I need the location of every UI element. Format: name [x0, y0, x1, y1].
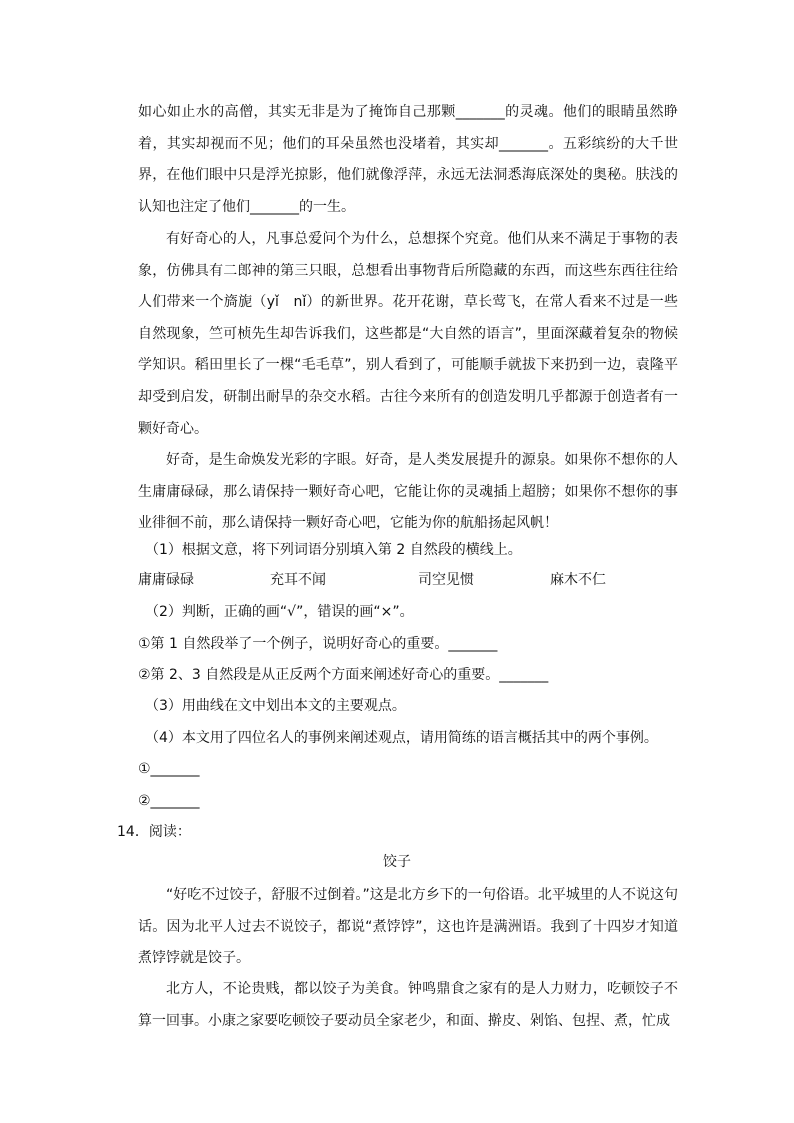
question-2: （2）判断，正确的画“√”，错误的画“×”。	[145, 604, 414, 620]
q1-option-1: 庸庸碌碌	[138, 572, 194, 588]
q1-option-3: 司空见惯	[418, 572, 474, 588]
question-2-item-b: ②第 2、3 自然段是从正反两个方面来阐述好奇心的重要。_______	[138, 667, 549, 683]
passage-paragraph-1-continuation: 如心如止水的高僧，其实无非是为了掩饰自己那颗_______的灵魂。他们的眼睛虽然睁着，其实却视而不见；他们的耳朵虽然也没堵着，其实却_______。五彩缤纷的大千世界，在他们眼中只是浮光掠影，他们就像浮萍，永远无法洞悉海底深处的奥秘。肤浅的认知也注定了他们_______的一生。	[138, 104, 678, 215]
section-14-label: 14．阅读：	[117, 824, 191, 840]
passage-title: 饺子	[383, 854, 411, 870]
passage-paragraph-2: 有好奇心的人，凡事总爱问个为什么，总想探个究竟。他们从来不满足于事物的表象，仿佛具有二郎神的第三只眼，总想看出事物背后所隐藏的东西，而这些东西往往给人们带来一个旖旎（yǐ nǐ）的新世界。花开花谢，草长莺飞，在常人看来不过是一些自然现象，竺可桢先生却告诉我们，这些都是“大自然的语言”，里面深藏着复杂的物候学知识。稻田里长了一棵“毛毛草”，别人看到了，可能顺手就拔下来扔到一边，袁隆平却受到启发，研制出耐旱的杂交水稻。古往今来所有的创造发明几乎都源于创造者有一颗好奇心。	[138, 231, 678, 437]
question-4-answer-a: ①_______	[138, 761, 200, 777]
question-1: （1）根据文意，将下列词语分别填入第 2 自然段的横线上。	[145, 542, 522, 558]
passage-paragraph-3: 好奇，是生命焕发光彩的字眼。好奇，是人类发展提升的源泉。如果你不想你的人生庸庸碌碌，那么请保持一颗好奇心吧，它能让你的灵魂插上超膀；如果你不想你的事业徘徊不前，那么请保持一颗好奇心吧，它能为你的航船扬起风帆！	[138, 452, 678, 532]
q1-option-2: 充耳不闻	[270, 572, 326, 588]
section-14-paragraph-2: 北方人，不论贵贱，都以饺子为美食。钟鸣鼎食之家有的是人力财力，吃顿饺子不算一回事。小康之家要吃顿饺子要动员全家老少，和面、擀皮、剁馅、包捏、煮，忙成	[138, 981, 678, 1029]
question-4: （4）本文用了四位名人的事例来阐述观点，请用简练的语言概括其中的两个事例。	[145, 730, 658, 746]
section-14-paragraph-1: “好吃不过饺子，舒服不过倒着。”这是北方乡下的一句俗语。北平城里的人不说这句话。因为北平人过去不说饺子，都说“煮饽饽”，这也许是满洲语。我到了十四岁才知道煮饽饽就是饺子。	[138, 887, 678, 967]
q1-option-4: 麻木不仁	[550, 572, 606, 588]
question-2-item-a: ①第 1 自然段举了一个例子，说明好奇心的重要。_______	[138, 636, 498, 652]
question-4-answer-b: ②_______	[138, 793, 200, 809]
question-3: （3）用曲线在文中划出本文的主要观点。	[145, 698, 406, 714]
